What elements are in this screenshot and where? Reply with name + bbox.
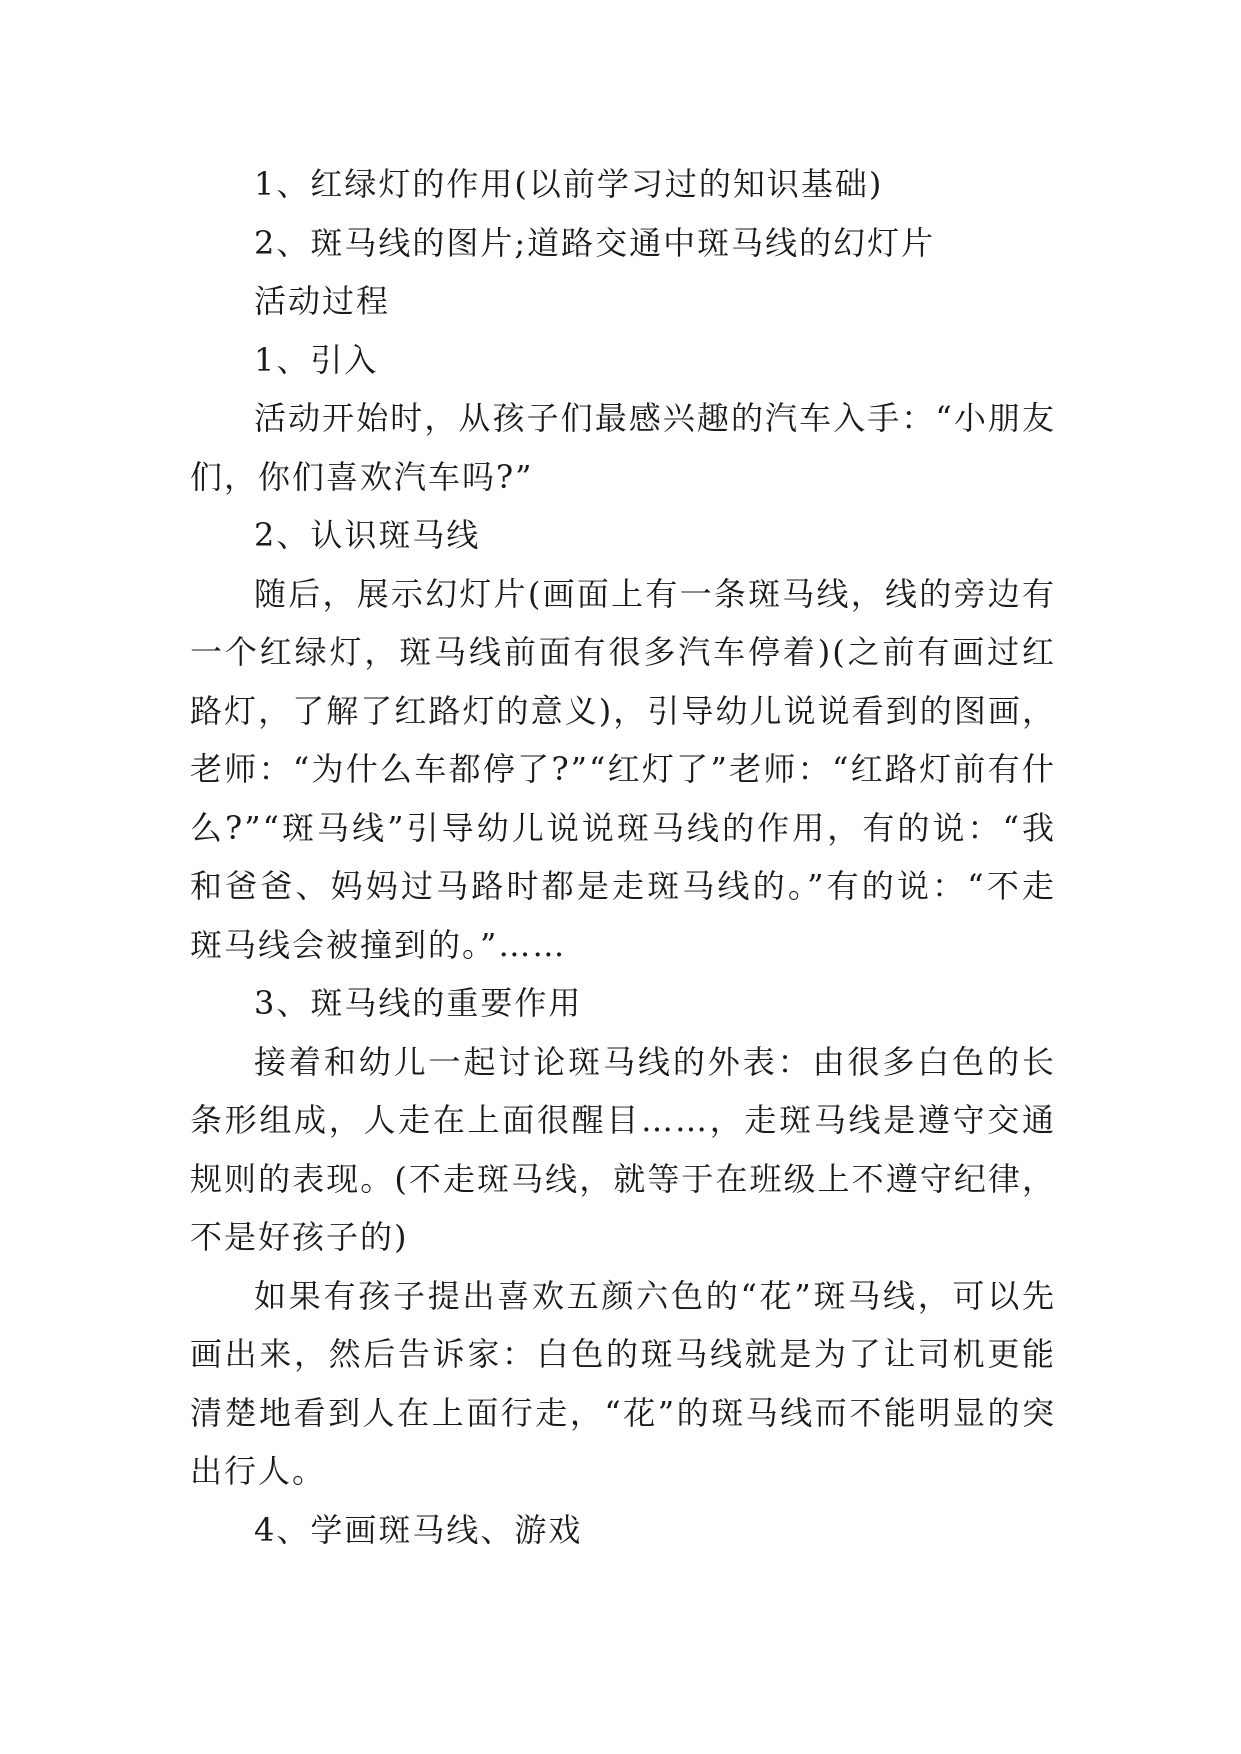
section-heading-activity-process: 活动过程 [254, 282, 391, 320]
step-heading-recognize-crosswalk: 2、认识斑马线 [254, 516, 481, 554]
paragraph-materials-2: 2、斑马线的图片;道路交通中斑马线的幻灯片 [254, 223, 936, 262]
paragraph-colorful-crosswalk: 如果有孩子提出喜欢五颜六色的“花”斑马线，可以先画出来，然后告诉家：白色的斑马线就是为了让司机更能清楚地看到人在上面行走，“花”的斑马线而不能明显的突出行人。 [190, 1276, 1056, 1490]
step-heading-crosswalk-importance: 3、斑马线的重要作用 [254, 984, 583, 1022]
document-body [190, 155, 1056, 1559]
step-heading-introduction: 1、引入 [254, 340, 379, 379]
step-heading-draw-and-play: 4、学画斑马线、游戏 [254, 1510, 583, 1549]
paragraph-slideshow-discussion: 随后，展示幻灯片(画面上有一条斑马线，线的旁边有一个红绿灯，斑马线前面有很多汽车停着)(之前有画过红路灯，了解了红路灯的意义)，引导幼儿说说看到的图画，老师：“为什么车都停了?”“红灯了”老师：“红路灯前有什么?”“斑马线”引导幼儿说说斑马线的作用，有的说：“我和爸爸、妈妈过马路时都是走斑马线的。”有的说：“不走斑马线会被撞到的。”…… [190, 574, 1056, 964]
paragraph-crosswalk-appearance: 接着和幼儿一起讨论斑马线的外表：由很多白色的长条形组成，人走在上面很醒目……，走斑马线是遵守交通规则的表现。(不走斑马线，就等于在班级上不遵守纪律，不是好孩子的) [190, 1042, 1056, 1256]
paragraph-introduction: 活动开始时，从孩子们最感兴趣的汽车入手：“小朋友们，你们喜欢汽车吗?” [190, 399, 1056, 496]
paragraph-materials-1: 1、红绿灯的作用(以前学习过的知识基础) [254, 165, 884, 203]
